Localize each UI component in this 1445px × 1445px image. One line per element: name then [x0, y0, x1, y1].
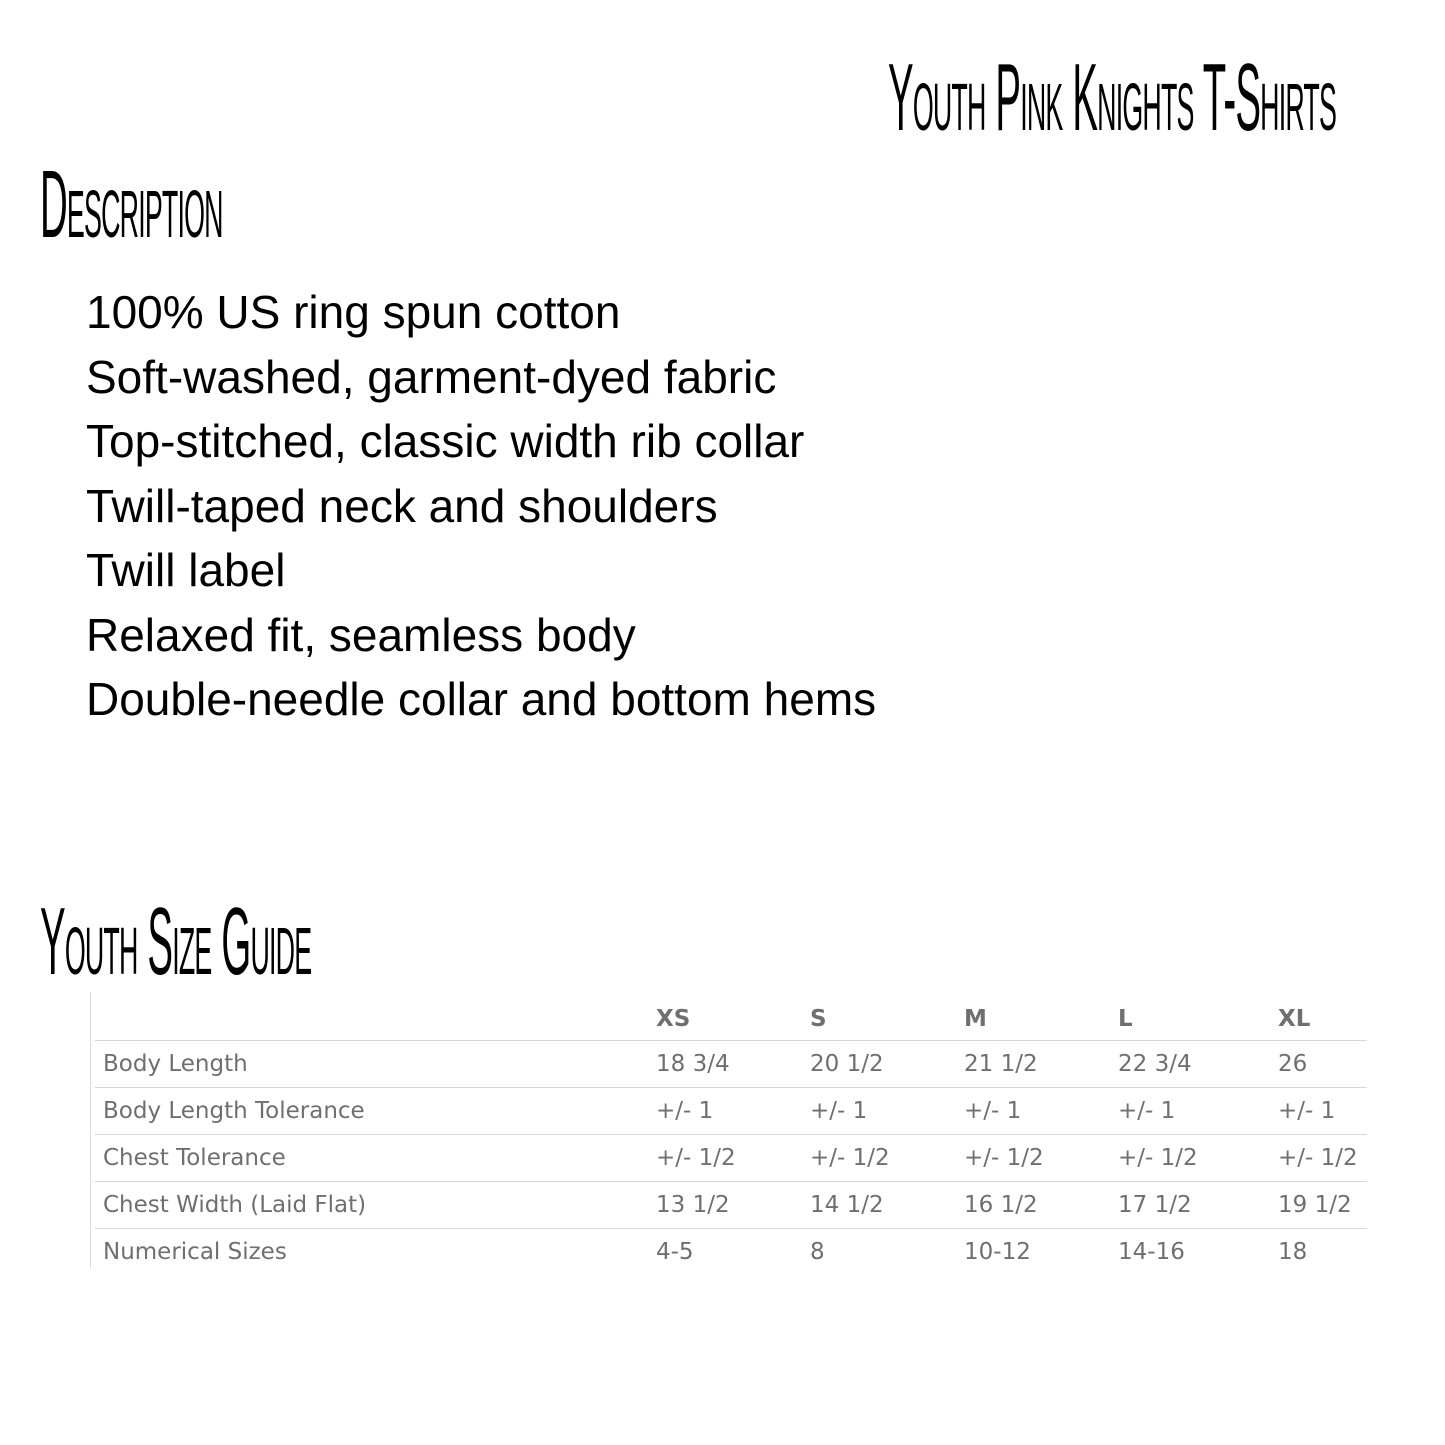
- table-cell: 8: [810, 1239, 825, 1265]
- table-cell: 18 3/4: [648, 1041, 802, 1088]
- table-cell: +/- 1: [648, 1088, 802, 1135]
- column-header-xl: XL: [1270, 998, 1367, 1041]
- table-cell: 26: [1270, 1041, 1367, 1088]
- feature-item: Soft-washed, garment-dyed fabric: [86, 350, 777, 403]
- table-cell: +/- 1: [1270, 1088, 1367, 1135]
- size-guide-table-container: [90, 992, 1367, 1268]
- table-cell: +/- 1: [1110, 1088, 1270, 1135]
- table-cell: 20 1/2: [802, 1041, 956, 1088]
- table-cell: 16 1/2: [956, 1182, 1110, 1229]
- feature-item: Twill label: [86, 544, 286, 596]
- table-cell: 19 1/2: [1270, 1182, 1367, 1229]
- table-cell: +/- 1: [802, 1088, 956, 1135]
- row-label: Body Length Tolerance: [95, 1088, 648, 1135]
- feature-item: 100% US ring spun cotton: [86, 286, 621, 338]
- column-header-measurement: [95, 998, 648, 1041]
- table-row: [95, 1229, 1367, 1276]
- feature-item: Double-needle collar and bottom hems: [86, 673, 877, 725]
- table-cell: 13 1/2: [648, 1182, 802, 1229]
- table-cell: 18: [1278, 1239, 1308, 1265]
- table-cell: +/- 1: [956, 1088, 1110, 1135]
- table-cell: +/- 1/2: [1110, 1135, 1270, 1182]
- size-guide-heading: Youth Size Guide: [40, 888, 312, 995]
- column-header-m: M: [956, 998, 1110, 1041]
- feature-item: Top-stitched, classic width rib collar: [86, 415, 805, 467]
- table-row: [95, 1135, 1367, 1182]
- table-cell: 10-12: [964, 1239, 1031, 1265]
- row-label: Chest Tolerance: [95, 1135, 648, 1182]
- table-cell: +/- 1/2: [802, 1135, 956, 1182]
- table-row: [95, 1088, 1367, 1135]
- row-label: Chest Width (Laid Flat): [95, 1182, 648, 1229]
- feature-item: Twill-taped neck and shoulders: [86, 479, 718, 532]
- row-label: Numerical Sizes: [103, 1239, 287, 1265]
- table-cell: 14 1/2: [802, 1182, 956, 1229]
- column-header-l: L: [1110, 998, 1270, 1041]
- table-header-row: [95, 998, 1367, 1041]
- table-cell: 4-5: [656, 1239, 694, 1265]
- table-cell: 21 1/2: [956, 1041, 1110, 1088]
- column-header-xs: XS: [648, 998, 802, 1041]
- column-header-s: S: [802, 998, 956, 1041]
- row-label: Body Length: [95, 1041, 648, 1088]
- table-row: [95, 1041, 1367, 1088]
- table-cell: 22 3/4: [1110, 1041, 1270, 1088]
- table-cell: 17 1/2: [1110, 1182, 1270, 1229]
- page-title: Youth Pink Knights T-Shirts: [888, 44, 1337, 151]
- table-cell: +/- 1/2: [1270, 1135, 1367, 1182]
- table-cell: 14-16: [1118, 1239, 1185, 1265]
- feature-item: Relaxed fit, seamless body: [86, 608, 636, 661]
- size-guide-table: [95, 998, 1367, 1275]
- feature-list: [86, 280, 876, 732]
- table-cell: +/- 1/2: [648, 1135, 802, 1182]
- table-row: [95, 1182, 1367, 1229]
- description-heading: Description: [40, 151, 223, 258]
- table-cell: +/- 1/2: [956, 1135, 1110, 1182]
